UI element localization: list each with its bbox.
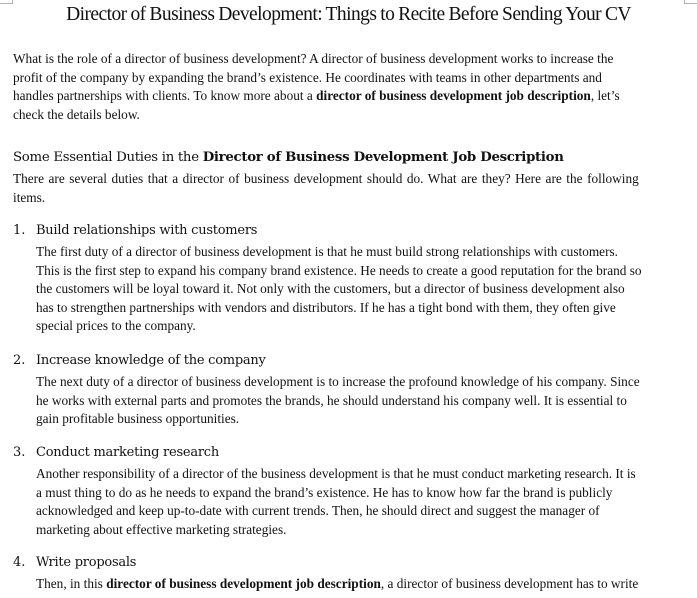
- section-heading-bold: Director of Business Development Job Description: [202, 150, 564, 165]
- section-intro-line: There are several duties that a director of business development should do. What are they? Here are the following: [13, 171, 639, 186]
- list-item-body: [36, 243, 688, 336]
- keyword-link: director of business development job description: [316, 88, 591, 104]
- section-intro-line: items.: [13, 189, 46, 205]
- list-item-title: Increase knowledge of the company: [36, 353, 266, 368]
- list-item-body: [36, 373, 688, 429]
- body-line: Another responsibility of a director of the business development is that he must conduct marketing research. It is: [36, 466, 636, 481]
- section-heading: [13, 150, 564, 165]
- list-item-title: Write proposals: [36, 555, 137, 570]
- list-item-body: [36, 575, 688, 594]
- body-line: special prices to the company.: [36, 318, 196, 334]
- body-line: This is the first step to expand his company brand existence. He needs to create a good reputation for the brand so: [36, 262, 642, 278]
- intro-line: What is the role of a director of business development? A director of business development works to increase the: [13, 51, 614, 66]
- list-number: 4.: [13, 555, 26, 570]
- section-intro: [13, 170, 685, 207]
- list-item-title: Conduct marketing research: [36, 445, 219, 460]
- document-title: Director of Business Development: Things to Recite Before Sending Your CV: [66, 4, 631, 25]
- intro-paragraph: [13, 50, 685, 124]
- intro-line: profit of the company by expanding the brand’s existence. He coordinates with teams in other departments and: [13, 69, 602, 85]
- body-line: marketing about effective marketing strategies.: [36, 521, 287, 537]
- body-text: Then, in this: [36, 576, 107, 591]
- body-line: the customers will be loyal toward it. Not only with the customers, but a director of business development also: [36, 281, 625, 297]
- body-line: has to strengthen partnerships with vendors and distributors. If he has a tight bond with them, they often give: [36, 299, 616, 315]
- intro-text: handles partnerships with clients. To know more about a: [13, 88, 317, 104]
- list-item-body: [36, 465, 688, 539]
- list-item-title: Build relationships with customers: [36, 223, 258, 238]
- keyword-link: director of business development job description: [106, 576, 381, 591]
- list-number: 3.: [13, 445, 26, 460]
- body-line: acknowledged and keep up-to-date with current trends. Then, he should direct and suggest the manager of: [36, 503, 600, 519]
- body-line: gain profitable business opportunities.: [36, 411, 240, 427]
- list-number: 2.: [13, 353, 26, 368]
- section-heading-text: Some Essential Duties in the: [13, 150, 203, 165]
- intro-text: , let’s: [590, 88, 620, 104]
- body-line: The first duty of a director of business development is that he must build strong relationships with customers.: [36, 244, 619, 259]
- body-text: , a director of business development has to write: [380, 576, 639, 591]
- body-line: he works with external parts and promotes the brands, he should understand his company well. It is essential to: [36, 392, 627, 408]
- intro-line: check the details below.: [13, 106, 140, 122]
- body-line: The next duty of a director of business development is to increase the profound knowledge of his company. Since: [36, 374, 640, 389]
- body-line: [36, 575, 688, 594]
- list-number: 1.: [13, 223, 26, 238]
- intro-line: [13, 87, 685, 106]
- body-line: a must thing to do as he needs to expand the brand’s existence. He has to know how far the brand is publicly: [36, 484, 613, 500]
